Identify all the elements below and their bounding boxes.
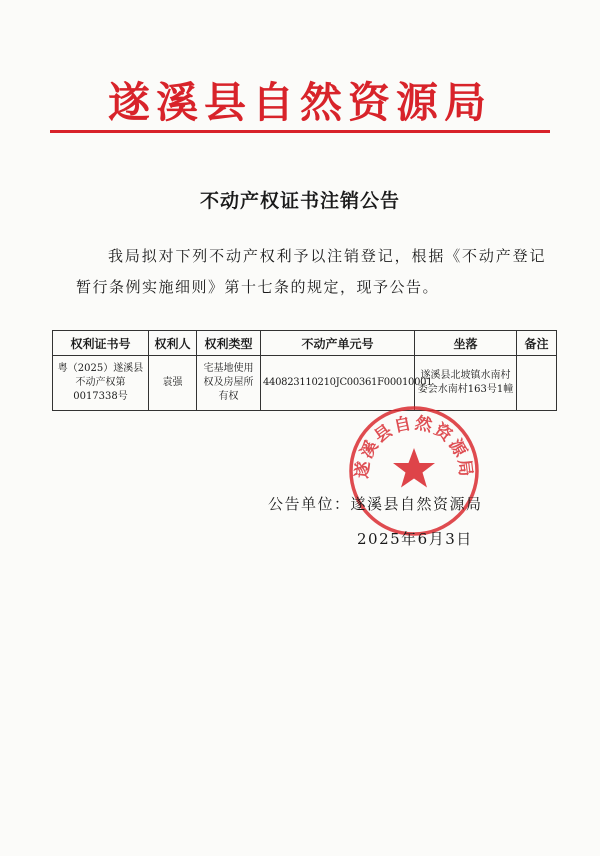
issue-date: 2025年6月3日 bbox=[357, 530, 473, 548]
table-header-row bbox=[53, 331, 557, 356]
cancellation-table bbox=[52, 330, 557, 411]
cell-cert-no: 粤（2025）遂溪县不动产权第0017338号 bbox=[53, 356, 149, 411]
col-header-location: 坐落 bbox=[415, 331, 517, 356]
cell-owner: 袁强 bbox=[149, 356, 197, 411]
cell-right-type: 宅基地使用权及房屋所有权 bbox=[197, 356, 261, 411]
official-seal bbox=[347, 404, 481, 538]
table-row bbox=[53, 356, 557, 411]
col-header-cert-no: 权利证书号 bbox=[53, 331, 149, 356]
col-header-remark: 备注 bbox=[517, 331, 557, 356]
notice-title: 不动产权证书注销公告 bbox=[199, 190, 400, 212]
col-header-right-type: 权利类型 bbox=[197, 331, 261, 356]
col-header-owner: 权利人 bbox=[149, 331, 197, 356]
cell-unit-no: 440823110210JC00361F00010001 bbox=[261, 356, 415, 411]
svg-text:遂溪县自然资源局: 遂溪县自然资源局 bbox=[352, 413, 476, 480]
cell-remark bbox=[517, 356, 557, 411]
seal-star-icon bbox=[393, 448, 435, 488]
cell-location: 遂溪县北坡镇水南村委会水南村163号1幢 bbox=[415, 356, 517, 411]
notice-body: 我局拟对下列不动产权利予以注销登记，根据《不动产登记暂行条例实施细则》第十七条的规定，现予公告。 bbox=[76, 247, 546, 296]
letterhead-rule bbox=[50, 130, 550, 133]
letterhead-title: 遂溪县自然资源局 bbox=[107, 78, 492, 127]
issuer-signature: 公告单位：遂溪县自然资源局 bbox=[268, 495, 483, 513]
col-header-unit-no: 不动产单元号 bbox=[261, 331, 415, 356]
